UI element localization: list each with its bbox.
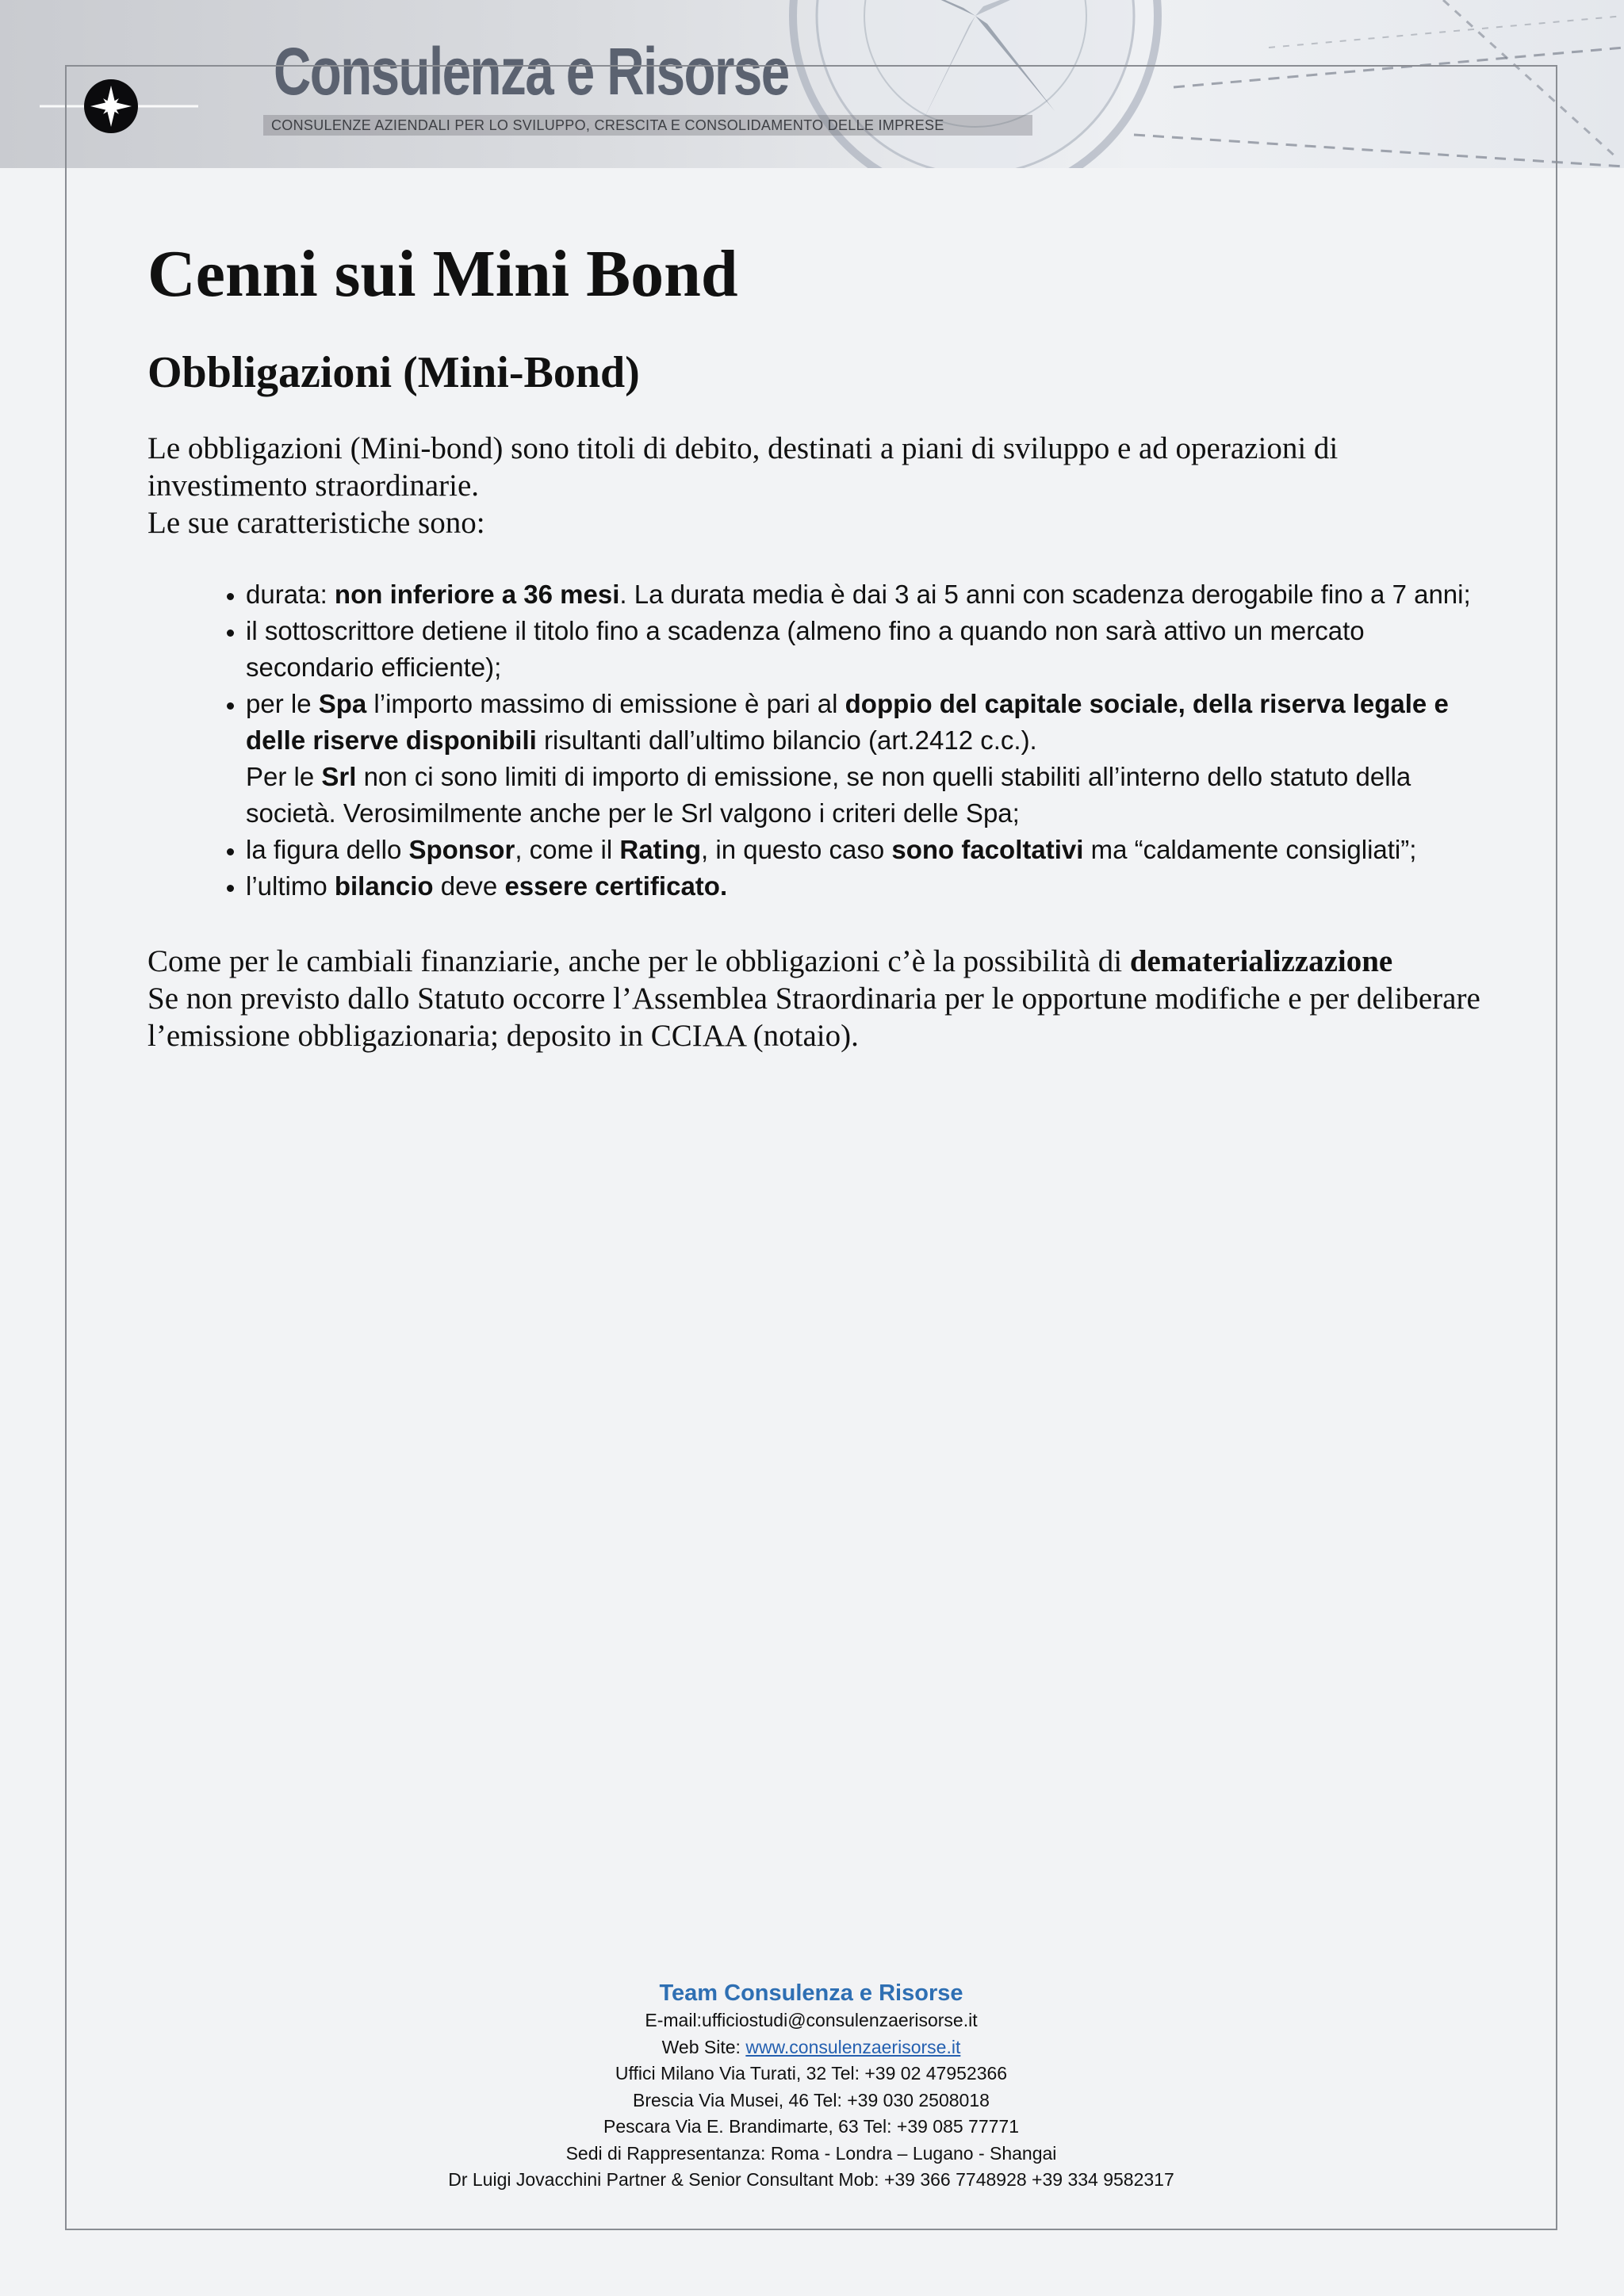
list-item-sponsor: • la figura dello Sponsor, come il Rating, in questo caso sono facoltativi ma “caldamente consigliati”; bbox=[246, 832, 1496, 868]
intro-text: Le obbligazioni (Mini-bond) sono titoli di debito, destinati a piani di sviluppo e ad operazioni di investimento straordinarie. bbox=[147, 430, 1339, 503]
list-item-durata: • durata: non inferiore a 36 mesi. La durata media è dai 3 ai 5 anni con scadenza derogabile fino a 7 anni; bbox=[246, 576, 1496, 613]
intro-paragraph bbox=[147, 430, 1496, 541]
dematerializzazione-term: dematerializzazione bbox=[1129, 943, 1393, 978]
list-item-importo: • per le Spa l’importo massimo di emissione è pari al doppio del capitale sociale, della riserva legale e delle riserve disponibili risultanti dall’ultimo bilancio (art.2412 c.c.). Per le Srl non ci sono limiti di importo di emissione, se non quelli stabiliti all’interno dello statuto della società. Verosimilmente anche per le Srl valgono i criteri delle Spa; bbox=[246, 686, 1496, 832]
section-heading: Obbligazioni (Mini-Bond) bbox=[147, 348, 640, 398]
logo-name: Consulenza e Risorse bbox=[274, 34, 789, 109]
intro-lead: Le sue caratteristiche sono: bbox=[147, 505, 485, 540]
list-item-sottoscrittore: • il sottoscrittore detiene il titolo fino a scadenza (almeno fino a quando non sarà attivo un mercato secondario efficiente); bbox=[246, 613, 1496, 686]
website-link[interactable]: www.consulenzaerisorse.it bbox=[745, 2036, 961, 2057]
footer-website: Web Site: www.consulenzaerisorse.it bbox=[661, 2036, 961, 2057]
footer-sedi: Sedi di Rappresentanza: Roma - Londra – Lugano - Shangai bbox=[565, 2142, 1057, 2164]
closing-paragraph: Come per le cambiali finanziarie, anche per le obbligazioni c’è la possibilità di dematerializzazione Se non previsto dallo Statuto occorre l’Assemblea Straordinaria per le opportune modifiche e per deliberare l’emissione obbligazionaria; deposito in CCIAA (notaio). bbox=[147, 943, 1480, 1053]
page-title: Cenni sui Mini Bond bbox=[147, 237, 738, 311]
list-item-bilancio: • l’ultimo bilancio deve essere certificato. bbox=[246, 868, 1496, 905]
footer-milano: Uffici Milano Via Turati, 32 Tel: +39 02 47952366 bbox=[615, 2063, 1008, 2084]
footer-brescia: Brescia Via Musei, 46 Tel: +39 030 2508018 bbox=[633, 2089, 990, 2110]
footer-email: E-mail:ufficiostudi@consulenzaerisorse.it bbox=[645, 2010, 978, 2030]
characteristics-list bbox=[147, 576, 1496, 905]
footer-pescara: Pescara Via E. Brandimarte, 63 Tel: +39 085 77771 bbox=[603, 2116, 1020, 2137]
footer-contact: Dr Luigi Jovacchini Partner & Senior Consultant Mob: +39 366 7748928 +39 334 9582317 bbox=[448, 2169, 1174, 2190]
logo-tagline: CONSULENZE AZIENDALI PER LO SVILUPPO, CRESCITA E CONSOLIDAMENTO DELLE IMPRESE bbox=[263, 115, 1032, 136]
document-body bbox=[147, 238, 1496, 1054]
footer bbox=[65, 1979, 1557, 2194]
footer-team: Team Consulenza e Risorse bbox=[659, 1980, 963, 2006]
